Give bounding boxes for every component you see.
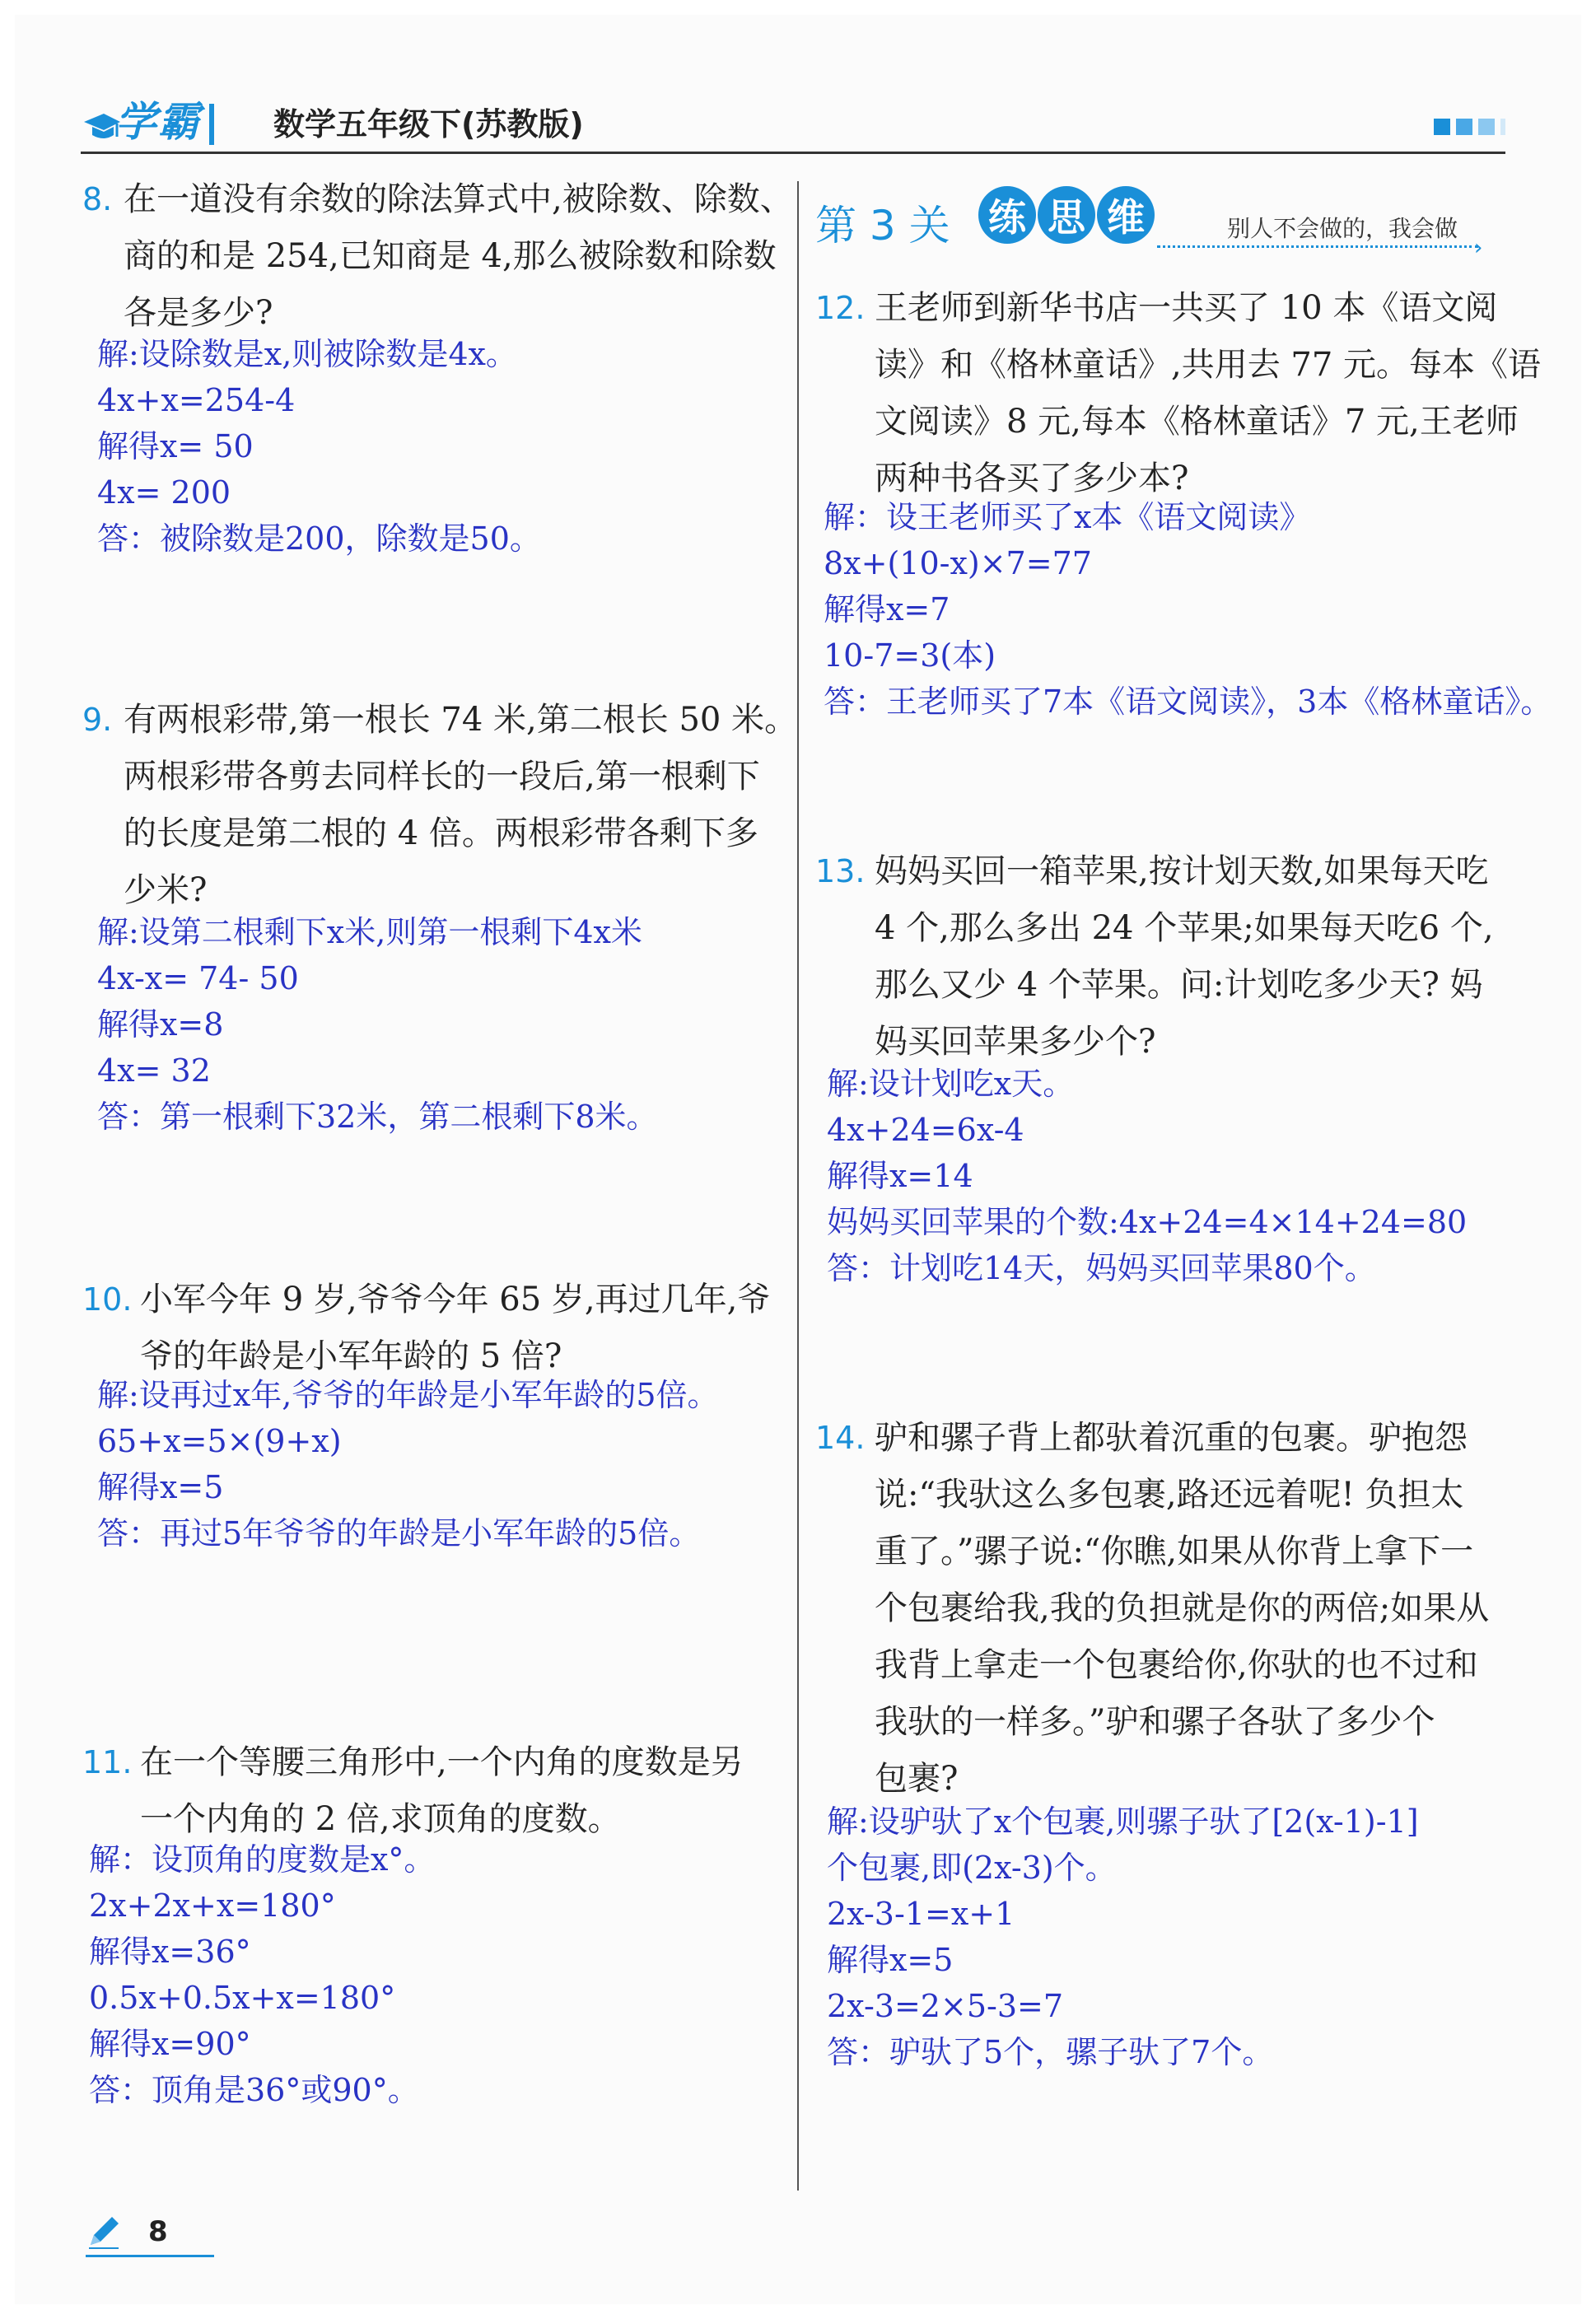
question-line: 小军今年 9 岁,爷爷今年 65 岁,再过几年,爷 (140, 1281, 771, 1318)
problem-13 (815, 843, 1556, 1071)
question-line: 爷的年龄是小军年龄的 5 倍? (140, 1337, 562, 1375)
banner-dotted-line (1157, 245, 1478, 248)
solution-11 (89, 1836, 435, 2113)
question-line: 那么又少 4 个苹果。问:计划吃多少天? 妈 (875, 966, 1483, 1004)
problem-11 (82, 1734, 782, 1848)
logo-bar (209, 104, 214, 145)
solution-line: 解得x=90° (89, 2026, 251, 2062)
solution-line: 4x+x=254-4 (97, 382, 296, 418)
solution-line: 4x+24=6x-4 (827, 1112, 1024, 1148)
solution-line: 解:设第二根剩下x米,则第一根剩下4x米 (97, 914, 642, 950)
question-line: 个包裹给我,我的负担就是你的两倍;如果从 (875, 1589, 1490, 1627)
logo-text: 学霸 (115, 98, 201, 146)
question-line: 读》和《格林童话》,共用去 77 元。每本《语 (875, 346, 1542, 384)
question-line: 两根彩带各剪去同样长的一段后,第一根剩下 (124, 758, 760, 796)
solution-line: 解得x=7 (824, 591, 950, 628)
page-number: 8 (148, 2215, 168, 2248)
question-line: 两种书各买了多少本? (875, 460, 1189, 497)
solution-line: 4x= 200 (97, 474, 231, 511)
problem-number: 10. (82, 1281, 133, 1318)
question-line: 妈买回苹果多少个? (875, 1023, 1156, 1061)
problem-number: 11. (82, 1744, 133, 1780)
pencil-icon (86, 2214, 122, 2250)
question-line: 商的和是 254,已知商是 4,那么被除数和除数 (124, 237, 777, 275)
solution-line: 解：设王老师买了x本《语文阅读》 (824, 499, 1311, 535)
solution-14 (827, 1799, 1419, 2075)
solution-line: 解得x=5 (827, 1942, 954, 1978)
solution-13 (827, 1061, 1467, 1291)
section-bubble: 练 (978, 186, 1036, 244)
chevron-right-icon: › (1474, 236, 1483, 260)
header-mark-square (1478, 119, 1495, 135)
solution-12 (824, 494, 1552, 725)
header-rule (81, 152, 1505, 154)
question-line: 包裹? (875, 1760, 959, 1798)
question-line: 驴和骡子背上都驮着沉重的包裹。驴抱怨 (875, 1419, 1468, 1457)
question-line: 一个内角的 2 倍,求顶角的度数。 (140, 1800, 621, 1838)
book-title: 数学五年级下(苏教版) (273, 106, 584, 142)
solution-line: 2x-3=2×5-3=7 (827, 1988, 1064, 2024)
question-line: 我驮的一样多。”驴和骡子各驮了多少个 (875, 1703, 1435, 1741)
solution-line: 4x-x= 74- 50 (97, 960, 299, 996)
solution-line: 答：顶角是36°或90°。 (89, 2072, 419, 2108)
problem-12 (815, 280, 1556, 507)
question-line: 的长度是第二根的 4 倍。两根彩带各剩下多 (124, 814, 758, 852)
solution-line: 答：王老师买了7本《语文阅读》，3本《格林童话》。 (824, 684, 1552, 720)
question-line: 说:“我驮这么多包裹,路还远着呢! 负担太 (875, 1476, 1464, 1514)
solution-line: 妈妈买回苹果的个数:4x+24=4×14+24=80 (827, 1204, 1468, 1240)
question-line: 文阅读》8 元,每本《格林童话》7 元,王老师 (875, 403, 1519, 441)
solution-line: 答：第一根剩下32米，第二根剩下8米。 (97, 1099, 658, 1135)
solution-line: 答：再过5年爷爷的年龄是小军年龄的5倍。 (97, 1515, 701, 1551)
solution-line: 解得x=36° (89, 1934, 251, 1970)
header-mark-square (1434, 119, 1450, 135)
solution-line: 解:设计划吃x天。 (827, 1066, 1075, 1102)
solution-line: 2x+2x+x=180° (89, 1887, 336, 1924)
header-marks (1434, 119, 1505, 135)
question-line: 各是多少? (124, 294, 273, 332)
section-banner (815, 183, 1499, 260)
solution-line: 解得x=14 (827, 1158, 973, 1194)
logo (81, 82, 214, 148)
question-line: 4 个,那么多出 24 个苹果;如果每天吃6 个, (875, 909, 1494, 947)
solution-line: 答：被除数是200，除数是50。 (97, 520, 541, 557)
solution-line: 解:设再过x年,爷爷的年龄是小军年龄的5倍。 (97, 1377, 719, 1413)
solution-line: 8x+(10-x)×7=77 (824, 545, 1092, 581)
question-line: 妈妈买回一箱苹果,按计划天数,如果每天吃 (875, 852, 1489, 890)
solution-line: 10-7=3(本) (824, 637, 996, 674)
section-label: 第 3 关 (815, 202, 950, 250)
column-divider (797, 181, 799, 2191)
section-bubble: 思 (1038, 186, 1095, 244)
solution-line: 个包裹,即(2x-3)个。 (827, 1850, 1117, 1886)
solution-line: 2x-3-1=x+1 (827, 1896, 1015, 1932)
section-subtitle: 别人不会做的，我会做 (1227, 215, 1458, 242)
solution-9 (97, 909, 658, 1140)
problem-number: 13. (815, 853, 866, 889)
problem-8 (82, 171, 793, 342)
problem-9 (82, 692, 798, 919)
solution-line: 解得x=5 (97, 1469, 224, 1505)
solution-line: 4x= 32 (97, 1052, 211, 1089)
question-line: 王老师到新华书店一共买了 10 本《语文阅 (875, 289, 1498, 327)
problem-number: 14. (815, 1420, 866, 1456)
solution-line: 答：计划吃14天，妈妈买回苹果80个。 (827, 1250, 1376, 1286)
problem-14 (815, 1410, 1556, 1808)
question-line: 在一个等腰三角形中,一个内角的度数是另 (140, 1743, 744, 1781)
question-line: 少米? (124, 871, 208, 909)
problem-number: 8. (82, 181, 113, 217)
solution-8 (97, 331, 541, 562)
section-bubble: 维 (1097, 186, 1155, 244)
problem-10 (82, 1271, 782, 1385)
question-line: 重了。”骡子说:“你瞧,如果从你背上拿下一 (875, 1533, 1474, 1570)
question-line: 在一道没有余数的除法算式中,被除数、除数、 (124, 180, 793, 218)
solution-line: 解：设顶角的度数是x°。 (89, 1841, 436, 1878)
solution-line: 解:设驴驮了x个包裹,则骡子驮了[2(x-1)-1] (827, 1803, 1419, 1840)
solution-line: 0.5x+0.5x+x=180° (89, 1980, 396, 2016)
page-header (81, 82, 1505, 155)
header-mark-square (1500, 119, 1505, 135)
problem-number: 12. (815, 290, 866, 326)
header-mark-square (1456, 119, 1472, 135)
solution-line: 解:设除数是x,则被除数是4x。 (97, 336, 517, 372)
solution-line: 65+x=5×(9+x) (97, 1423, 342, 1459)
solution-line: 答：驴驮了5个，骡子驮了7个。 (827, 2034, 1274, 2070)
question-line: 有两根彩带,第一根长 74 米,第二根长 50 米。 (124, 701, 798, 739)
question-line: 我背上拿走一个包裹给你,你驮的也不过和 (875, 1646, 1478, 1684)
solution-10 (97, 1372, 719, 1556)
problem-number: 9. (82, 702, 113, 738)
solution-line: 解得x=8 (97, 1006, 224, 1043)
section-bubbles (978, 186, 1155, 244)
page-footer (86, 2214, 217, 2263)
footer-rule (86, 2255, 214, 2257)
solution-line: 解得x= 50 (97, 428, 254, 464)
